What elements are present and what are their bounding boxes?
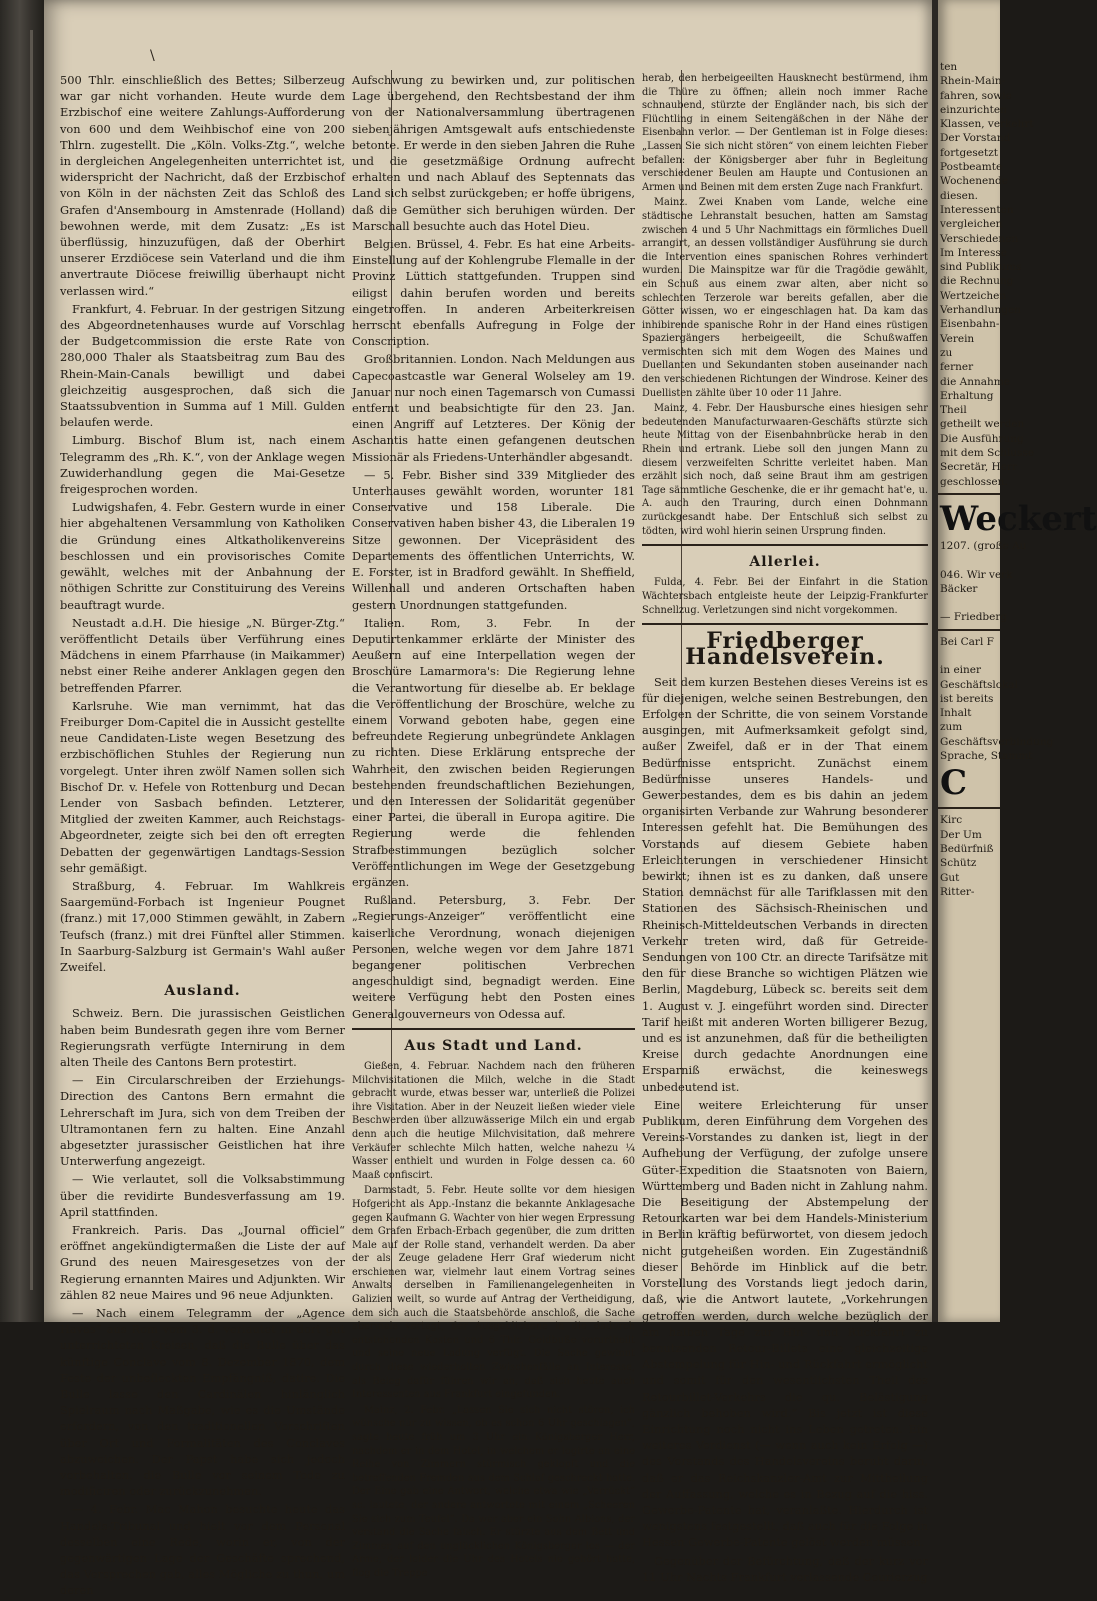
adjacent-page-line: Rhein-Main-	[940, 75, 1006, 88]
article-paragraph: — 4. Febr. Mac Mahon besuchte heute das Handels-Tribunal und hielt vor dem Personal desselben eine Rede, worin er, von der gegenwärtigen Lage der Geschäfte sprechend, das Versprechen gab, alles Mögliche zu thun, um deren	[60, 1502, 345, 1598]
adjacent-page-line	[938, 553, 1000, 567]
adjacent-page-line: Theil	[940, 404, 967, 417]
adjacent-page-line: fortgesetzt	[940, 146, 998, 159]
page-mark: \	[150, 48, 155, 64]
article-paragraph: — Ein Circularschreiben der Erziehungs-Direction des Cantons Bern ermahnt die Lehrerschaft im Jura, sich von dem Treiben der Ultramontanen fern zu halten. Eine Anzahl abgesetzter jurassischer Geistlichen hat ihre Unterwerfung angezeigt.	[60, 1073, 345, 1169]
article-grossbritannien: Großbritannien. London. Nach Meldungen aus Capecoastcastle war General Wolseley am 19. Januar nur noch einen Tagemarsch von Cumassi entfernt und beabsichtigte für den 23. Jan. einen Angriff auf Letzteres. Der König der Aschantis hatte einen gefangenen deutschen Missionär als Friedens-Unterhändler abgesandt.	[352, 352, 635, 464]
adjacent-page-line: Inhalt	[940, 707, 972, 720]
adjacent-page-line: die Rechnung	[940, 275, 1014, 288]
adjacent-page-line: fahren, sowie	[940, 89, 1012, 102]
ad-text	[938, 635, 1054, 764]
adjacent-page-line: Bei Carl F	[940, 635, 994, 648]
adjacent-page-line: mit dem Schlusse	[940, 447, 1035, 460]
article-russland: Rußland. Petersburg, 3. Febr. Der „Regierungs-Anzeiger“ veröffentlicht eine kaiserliche Verordnung, wonach diejenigen Personen, welche wegen vor dem Jahre 1871 begangener politischen Verbrechen angeschuldigt sind, begnadigt werden. Eine weitere Verfügung hebt den Posten eines Generalgouverneurs von Odessa auf.	[352, 893, 635, 1021]
article-karlsruhe: Karlsruhe. Wie man vernimmt, hat das Freiburger Dom-Capitel die in Aussicht gestellte neue Candidaten-Liste wegen Besetzung des erzbischöflichen Stuhles der Regierung nun vorgelegt. Unter ihren zwölf Namen sollen sich Bischof Dr. v. Hefele von Rottenburg und Decan Lender von Sasbach befinden. Letzterer, Mitglied der zweiten Kammer, auch Reichstags-Abgeordneter, zeigte sich bei den oft erregten Debatten der gegenwärtigen Landtags-Session sehr gemäßigt.	[60, 698, 345, 875]
section-rule	[352, 1028, 635, 1030]
adjacent-page-line: Der Vorstand	[940, 132, 1011, 145]
adjacent-page-line: Eisenbahn-	[940, 318, 1000, 331]
adjacent-page-line: Bedürfniß	[940, 842, 994, 855]
ad-text	[938, 813, 1000, 899]
section-heading-stadt-land: Aus Stadt und Land.	[404, 1037, 583, 1054]
article-giessen: Gießen, 4. Februar. Nachdem nach den früheren Milchvisitationen die Milch, welche in die Stadt gebracht wurde, etwas besser war, unterließ die Polizei ihre Visitation. Aber in der Neuzeit ließen wieder viele Beschwerden über allzuwässerige Milch ein und ergab denn auch die heutige Milchvisitation, daß mehrere Verkäufer schlechte Milch hatten, welche nahezu ¼ Wasser enthielt und wurden in Folge dessen ca. 60 Maaß confiscirt.	[352, 1060, 635, 1181]
ad-rule	[938, 629, 1000, 631]
article-mainz-duell: Mainz. Zwei Knaben vom Lande, welche eine städtische Lehranstalt besuchen, hatten am Samstag zwischen 4 und 5 Uhr Nachmittags ein förmliches Duell arrangirt, an dessen vollständiger Ausführung sie durch die Intervention eines spanischen Rohres verhindert wurden. Die Mainspitze war für die Tragödie gewählt, ein Schuß aus einem zwar alten, aber nicht so schlechten Terzerole war bereits gefallen, aber die Götter wissen, wo er eingeschlagen hat. Da kam das inhibirende spanische Rohr in der Hand eines rüstigen Spaziergängers herbeigeeilt, die Schußwaffen vermischten sich mit dem Wogen des Maines und Duellanten und Sekundanten stoben auseinander nach den verschiedenen Richtungen der Windrose. Keiner des Duellisten zählte über 10 oder 11 Jahre.	[642, 197, 928, 399]
adjacent-page-line: Secretär, Herr	[940, 461, 1017, 474]
spine-edge	[30, 30, 33, 1290]
article-neustadt: Neustadt a.d.H. Die hiesige „N. Bürger-Ztg.“ veröffentlicht Details über Verführung eines Mädchens in einem Pfarrhause (in Maikammer) nebst einer Reihe anderer Anklagen gegen den betreffenden Pfarrer.	[60, 615, 345, 695]
article-paragraph: Aufschwung zu bewirken und, zur politischen Lage übergehend, den Rechtsbestand der ihm von der Nationalversammlung übertragenen siebenjährigen Amtsgewalt aufs entschiedenste betonte. Er werde in den sieben Jahren die Ruhe und die gesetzmäßige Ordnung aufrecht erhalten und nach Ablauf des Septennats das Land sich selbst zurückgeben; er hoffe übrigens, daß die Gemüther sich beruhigen würden. Der Marschall besuchte auch das Hotel Dieu.	[352, 73, 635, 233]
adjacent-page-line: ist bereits	[940, 692, 994, 705]
article-mainz-hausbursche: Mainz, 4. Febr. Der Hausbursche eines hiesigen sehr bedeutenden Manufacturwaaren-Geschäfts stürzte sich heute Mittag von der Eisenbahnbrücke herab in den Rhein und ertrank. Liebe soll den jungen Mann zu diesem verzweifelten Schritte verleitet haben. Man erzählt sich noch, daß seine Braut ihm am gestrigen Tage sämmtliche Geschenke, die er ihr gemacht hat'e, u. A. auch den Trauring, durch einen Dohnmann zurückgesandt habe. Der Entschluß sich selbst zu tödten, wird wohl hierin seinen Ursprung finden.	[642, 403, 928, 537]
ad-text	[938, 539, 1027, 625]
adjacent-page-line: 1207. (große Au	[940, 539, 1027, 552]
adjacent-page-line: in einer	[940, 664, 982, 677]
adjacent-page-line: Klassen, verkehrt	[940, 118, 1034, 131]
ad-rule	[938, 807, 1000, 809]
adjacent-page-line: Geschäftslokal	[940, 678, 1019, 691]
ad-rule	[938, 493, 1000, 495]
article-frankfurt: Frankfurt, 4. Februar. In der gestrigen Sitzung des Abgeordnetenhauses wurde auf Vorschlag der Budgetcommission die erste Rate von 280,000 Thaler als Staatsbeitrag zum Bau des Rhein-Main-Canals bewilligt und dabei gleichzeitig ausgesprochen, daß sich die Staatssubvention in Summa auf 1 Mill. Gulden belaufen werde.	[60, 301, 345, 430]
adjacent-page-line	[938, 596, 1000, 610]
adjacent-page-line: Verein	[940, 332, 975, 345]
article-belgien: Belgien. Brüssel, 4. Febr. Es hat eine Arbeits-Einstellung auf der Kohlengrube Flemalle in der Provinz Lüttich stattgefunden. Truppen sind eiligst dahin berufen worden und bereits eingetroffen. In anderen Arbeiterkreisen herrscht ebenfalls Aufregung in Folge der Conscription.	[352, 237, 635, 349]
article-fulda: Fulda, 4. Febr. Bei der Einfahrt in die Station Wächtersbach entgleiste heute der Leipzig-Frankfurter Schnellzug. Verletzungen sind nicht vorgekommen.	[642, 577, 928, 616]
book-binding	[0, 0, 44, 1322]
section-rule	[642, 623, 928, 625]
adjacent-page-line: Im Interesse	[940, 246, 1008, 259]
adjacent-page-line: Erhaltung	[940, 389, 994, 402]
adjacent-page-line: Wochenende	[940, 175, 1008, 188]
section-heading-friedberger: Friedberger Handelsverein.	[685, 628, 885, 671]
adjacent-page-line	[938, 649, 1000, 663]
adjacent-page-line: Verschiedenen	[940, 232, 1019, 245]
article-paragraph: Seit dem kurzen Bestehen dieses Vereins ist es für diejenigen, welche seinen Bestrebungen, den Erfolgen der Schritte, die von seinem Vorstande ausgingen, mit Aufmerksamkeit gefolgt sind, außer Zweifel, daß er in der That einem Bedürfnisse entspricht. Zunächst einem Bedürfnisse unseres Handels- und Gewerbestandes, dem es bis dahin an jedem organisirten Verbande zur Wahrung besonderer Interessen gefehlt hat. Die Bemühungen des Vorstands auf diesem Gebiete haben Erleichterungen in verschiedener Hinsicht bewirkt; ihnen ist es zu danken, daß unsere Station demnächst für alle Tarifklassen mit den Stationen des Sächsisch-Rheinischen und Rheinisch-Mitteldeutschen Verbands in directen Verkehr treten wird, daß für Getreide-Sendungen von 100 Ctr. an directe Tarifsätze mit den für diese Branche so wichtigen Plätzen wie Berlin, Magdeburg, Lübeck sc. bereits seit dem 1. August v. J. eingeführt worden sind. Directer Tarif heißt mit anderen Worten billigerer Bezug, und es ist anzunehmen, daß für die betheiligten Kreise durch gedachte Anordnungen eine Ersparniß erwächst, die keineswegs unbedeutend ist.	[642, 674, 928, 1094]
adjacent-page-edge	[938, 0, 1097, 1322]
adjacent-page-line: die Annahme	[940, 375, 1010, 388]
adjacent-page-line: Wertzeichen	[940, 289, 1007, 302]
article-paragraph: Eine weitere Erleichterung für unser Publikum, deren Einführung dem Vorgehen des Vereins-Vorstandes zu danken ist, liegt in der Aufhebung der Verfügung, der zufolge unsere Güter-Expedition die Staatsnoten von Baiern, Württemberg und Baden nicht in Zahlung nahm. Die Beseitigung der Abstempelung der Retourkarten war bei dem Handels-Ministerium in Berlin kräftig befürwortet, von diesem jedoch nicht gutgeheißen worden. Ein Zugeständniß dieser Behörde im Hinblick auf die betr. Vorstellung des Vorstands liegt jedoch darin, daß, wie die Antwort lautete, „Vorkehrungen getroffen werden, durch welche bezüglich der am halben Tage zur Hin- und Rückfahrt zu benutzenden Retour-Billets eine gleichzeitige Abstempelung für Hin- und Rückfahrt ermöglicht und somit für den wesentlichsten Theil des Retourbillet-Verkehrs die qu. Belästigung gänzlich behoben wird.“ Bis jetzt ist diese Einrichtung noch nicht ins Leben getreten. Ein weiteres Verdienst (— wenn auch kein Erfolg —) des Vorstands des Handelsvereins beruht darin, daß er das Reichskanzler-Amt zur Mittheilung der Auffassung, welche es in Bezug auf die hiss. Gewerbe-Patente hat, veranlaßte. Hierdurch ist wenigstens festgestellt, daß auch für die Folge in Hessen Gewerbe-Patente gelöst werden müssen.	[642, 1097, 928, 1550]
adjacent-page-line: getheilt werden	[940, 418, 1025, 431]
adjacent-page-line: vergleichen	[940, 218, 1003, 231]
ad-heading: Weckert	[940, 498, 1097, 539]
article-paragraph: 500 Thlr. einschließlich des Bettes; Silberzeug war gar nicht vorhanden. Heute wurde dem Erzbischof eine weitere Zahlungs-Aufforderung von 600 und dem Weihbischof eine von 200 Thlrn. zugestellt. Die „Köln. Volks-Ztg.“, welche in dergleichen Angelegenheiten unterrichtet ist, widerspricht der Nachricht, daß der Erzbischof von Köln in der nächsten Zeit das Schloß des Grafen d'Ansembourg in Amstenrade (Holland) bewohnen werde, mit dem Zusatz: „Es ist überflüssig, hinzuzufügen, daß der Oberhirt unserer Erzdiöcese sein Vaterland und die ihm anvertraute Diöcese freiwillig überhaupt nicht verlassen wird.“	[60, 73, 345, 298]
adjacent-page-line: — Friedberg	[940, 611, 1008, 624]
adjacent-page-line: Verhandlungen	[940, 304, 1021, 317]
adjacent-page-line: Bäcker	[940, 582, 978, 595]
adjacent-page-line: Ritter-	[940, 885, 975, 898]
article-ludwigshafen: Ludwigshafen, 4. Febr. Gestern wurde in einer hier abgehaltenen Versammlung von Katholiken die Gründung eines Altkatholikenvereins beschlossen und ein provisorisches Comite gewählt, welches mit der Anbahnung der nöthigen Schritte zur Constituirung des Vereins beauftragt wurde.	[60, 500, 345, 612]
article-frankreich: Frankreich. Paris. Das „Journal officiel“ eröffnet angekündigtermaßen die Liste der auf Grund des neuen Mairesgesetzes von der Regierung ernannten Maires und Adjunkten. Wir zählen 82 neue Maires und 96 neue Adjunkten.	[60, 1223, 345, 1302]
article-limburg: Limburg. Bischof Blum ist, nach einem Telegramm des „Rh. K.“, von der Anklage wegen Zuwiderhandlung gegen die Mai-Gesetze freigesprochen worden.	[60, 433, 345, 497]
ad-heading: C	[940, 763, 968, 804]
adjacent-page-line: Gut	[940, 871, 960, 884]
article-paragraph: — Nach einem Telegramm der „Agence Havas“ aus Rom vom 3. d. verlautet in dort gut unterrichteten Kreisen, daß die Bulle über das künftige Conclave vom 8. Dezember 1870, dem Feste der unbefleckten Empfängniß, datire. Die Bulle lasse den Cardinälen hinlänglich Spielraum nach Maßgabe, wie es die Umstände erfordern, von den traditionellen Vorschriften über Ort und Formalitäten des Conclaves abzuweichen. Der Papst habe sich jedoch vorbehalten, die Bulle vor seinem Tode zu modificiren oder zurückzunehmen.	[60, 1306, 345, 1499]
article-paragraph: — Wie verlautet, soll die Volksabstimmung über die revidirte Bundesverfassung am 19. April stattfinden.	[60, 1172, 345, 1219]
article-darmstadt: Darmstadt, 5. Febr. Heute sollte vor dem hiesigen Hofgericht als App.-Instanz die bekannte Anklagesache gegen Kaufmann G. Wachter von hier wegen Erpressung dem Grafen Erbach-Erbach gegenüber, die zum dritten Male auf der Rolle stand, verhandelt werden. Da aber der als Zeuge geladene Herr Graf wiederum nicht erschienen war, vielmehr laut einem Vortrag seines Anwalts derselben in Familienangelegenheiten in Galizien weilt, so wurde auf Antrag der Vertheidigung, dem sich auch die Staatsbehörde anschloß, die Sache abermals vertagt, der Ausgebliebene in die dadurch entstehenden Kosten und 6 Thlr. Geldbuße verurtheilt und seine neue Ladung verfügt. Die Sache gewinnt durch diese wiederholten Zwischenfälle an Interesse, als Beleg dafür führen wir an, daß sich heute auch Interessenten aus Frankfurt eingefunden.	[352, 1185, 635, 1401]
adjacent-page-line: Interessenten	[940, 203, 1014, 216]
article-mainz: Mainz, 2. Febr. „Lassen Sie sich nicht stören, ich wünsche nur zu wissen, ob es schon 6 Uhr geschlagen“, sagte heute früh um 3 Uhr ein Königsberger Herr, nachdem er in dem Hotel, in welchem er logirte an eine Reihe von Zimmern stürmisch geklopft und die betreffenden Fremden aus dem Schlaf geschreckt hatte. Der Eine gab eine Antwort, welche etwa wie „Verrückt“ sc. lautete, der andere antwortete mit einem „Scheeren Sie sich zum Teufel“. Da war aber ein Sohn Albions, der verstand die Sache falsch. Er stürzte aus dem Bett und Zimmer, auf den unglücklichen Königsberger los — der Arme, der leider die Uhr des Hotels nie gehört hatte, flog die Treppe	[352, 1404, 635, 1579]
adjacent-page-line: Geschäftsverbindung	[940, 735, 1054, 748]
article-strassburg: Straßburg, 4. Februar. Im Wahlkreis Saargemünd-Forbach ist Ingenieur Pougnet (franz.) mit 17,000 Stimmen gewählt, in Zabern Teufsch (franz.) mit drei Fünftel aller Stimmen. In Saarburg-Salzburg ist Germain's Wahl außer Zweifel.	[60, 878, 345, 974]
article-paragraph: — 5. Febr. Bisher sind 339 Mitglieder des Unterhauses gewählt worden, worunter 181 Conservative und 158 Liberale. Die Conservativen haben bisher 43, die Liberalen 19 Sitze gewonnen. Der Vicepräsident des Departements des öffentlichen Unterrichts, W. E. Forster, ist in Bradford gewählt. In Sheffield, Willenhall und anderen Ortschaften haben gestern Unordnungen stattgefunden.	[352, 467, 635, 612]
article-paragraph: herab, den herbeigeeilten Hausknecht bestürmend, ihm die Thüre zu öffnen; allein noch immer Rache schnaubend, stürzte der Engländer nach, bis sich der Flüchtling in einem Seitengäßchen in der Nähe der Eisenbahn verlor. — Der Gentleman ist in Folge dieses: „Lassen Sie sich nicht stören“ von einem leichten Fieber befallen: der Königsberger aber fuhr in Begleitung verschiedener Beulen am Haupte und Contusionen an Armen und Beinen mit dem ersten Zuge nach Frankfurt.	[642, 73, 928, 193]
adjacent-page-line: 046. Wir verk	[940, 568, 1013, 581]
column-3	[642, 72, 928, 1587]
adjacent-page-line: ferner	[940, 361, 974, 374]
adjacent-page-text	[938, 60, 1035, 489]
section-heading-allerlei: Allerlei.	[749, 554, 821, 571]
adjacent-page-line: Sprache, Stammt	[940, 750, 1033, 763]
adjacent-page-line: sind Publikums	[940, 261, 1022, 274]
adjacent-page-line: zu	[940, 346, 953, 359]
article-schweiz: Schweiz. Bern. Die jurassischen Geistlichen haben beim Bundesrath gegen ihre vom Berner Regierungsrath verfügte Internirung in dem alten Theile des Cantons Bern protestirt.	[60, 1006, 345, 1069]
adjacent-page-line: geschlossen.	[940, 475, 1008, 488]
adjacent-page-line: Der Um	[940, 828, 982, 841]
adjacent-page-line: Postbeamte	[940, 161, 1003, 174]
adjacent-page-line: zum	[940, 721, 963, 734]
adjacent-page-line: Schütz	[940, 857, 977, 870]
article-paragraph: Gegenüber der Befürchtung, daß der kurz vor 11 Uhr Nachts Frankfurt verlassende Courierzug	[642, 1553, 928, 1584]
adjacent-page-line: Kirc	[940, 814, 963, 827]
adjacent-page-line: einzurichten	[940, 103, 1007, 116]
adjacent-page-line: ten	[940, 61, 958, 73]
section-rule	[642, 544, 928, 546]
column-1	[60, 72, 345, 1601]
section-heading-ausland: Ausland.	[164, 983, 241, 1000]
article-italien: Italien. Rom, 3. Febr. In der Deputirtenkammer erklärte der Minister des Aeußern auf eine Interpellation wegen der Broschüre Lamarmora's: Die Regierung lehne die Verantwortung für dieselbe ab. Er beklage die Veröffentlichung der Broschüre, welche zu einem Vorwand geboten habe, gegen eine befreundete Regierung unbegründete Anklagen zu richten. Diese Erklärung entspreche der Wahrheit, den zwischen beiden Regierungen bestehenden freundschaftlichen Beziehungen, und den Interessen der Solidarität gegenüber einer Partei, die überall in Europa agitire. Die Regierung werde die fehlenden Strafbestimmungen bezüglich solcher Veröffentlichungen im Wege der Gesetzgebung ergänzen.	[352, 615, 635, 889]
column-2	[352, 72, 635, 1583]
adjacent-page-line: Die Ausführung	[940, 432, 1024, 445]
adjacent-page-line: diesen.	[940, 189, 978, 202]
